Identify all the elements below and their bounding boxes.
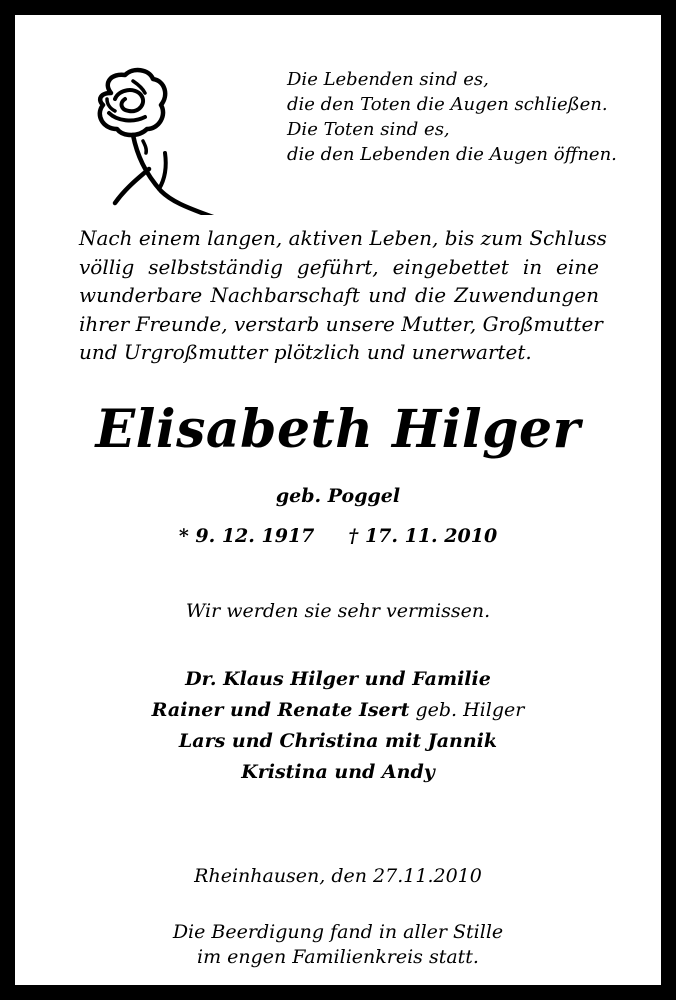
poem-line: Die Toten sind es, (287, 119, 450, 140)
burial-line: im engen Familienkreis statt. (197, 946, 479, 968)
intro-line: und Urgroßmutter plötzlich und unerwartet. (79, 340, 532, 364)
mourner-line (15, 695, 661, 726)
poem-line: die den Lebenden die Augen öffnen. (287, 144, 617, 165)
mourners-list (15, 664, 661, 788)
intro-paragraph (79, 224, 607, 367)
birth-date: * 9. 12. 1917 (178, 525, 315, 547)
poem-line: Die Lebenden sind es, (287, 69, 489, 90)
mourner-line: Kristina und Andy (241, 761, 435, 783)
life-dates (15, 523, 661, 549)
place-and-date: Rheinhausen, den 27.11.2010 (194, 865, 482, 887)
intro-line: wunderbare Nachbarschaft und die Zuwendungen (79, 283, 599, 307)
poem-line: die den Toten die Augen schließen. (287, 94, 608, 115)
mourner-line: Lars und Christina mit Jannik (178, 730, 498, 752)
mourner-names: Rainer und Renate Isert (151, 699, 410, 721)
birth-name: geb. Poggel (275, 485, 401, 507)
mourner-birth-name: geb. Hilger (415, 699, 525, 721)
intro-line: Nach einem langen, aktiven Leben, bis zum Schluss (79, 226, 607, 250)
mourner-line: Dr. Klaus Hilger und Familie (185, 668, 491, 690)
burial-line: Die Beerdigung fand in aller Stille (172, 921, 504, 943)
death-date: † 17. 11. 2010 (348, 525, 498, 547)
farewell-message: Wir werden sie sehr vermissen. (185, 600, 491, 622)
poem (287, 67, 617, 167)
rose-icon (73, 55, 223, 215)
intro-line: völlig selbstständig geführt, eingebettet in eine (79, 254, 599, 279)
intro-line: ihrer Freunde, verstarb unsere Mutter, Großmutter (79, 311, 603, 336)
burial-note (15, 920, 661, 970)
black-frame (12, 12, 664, 988)
deceased-name: Elisabeth Hilger (95, 399, 581, 460)
